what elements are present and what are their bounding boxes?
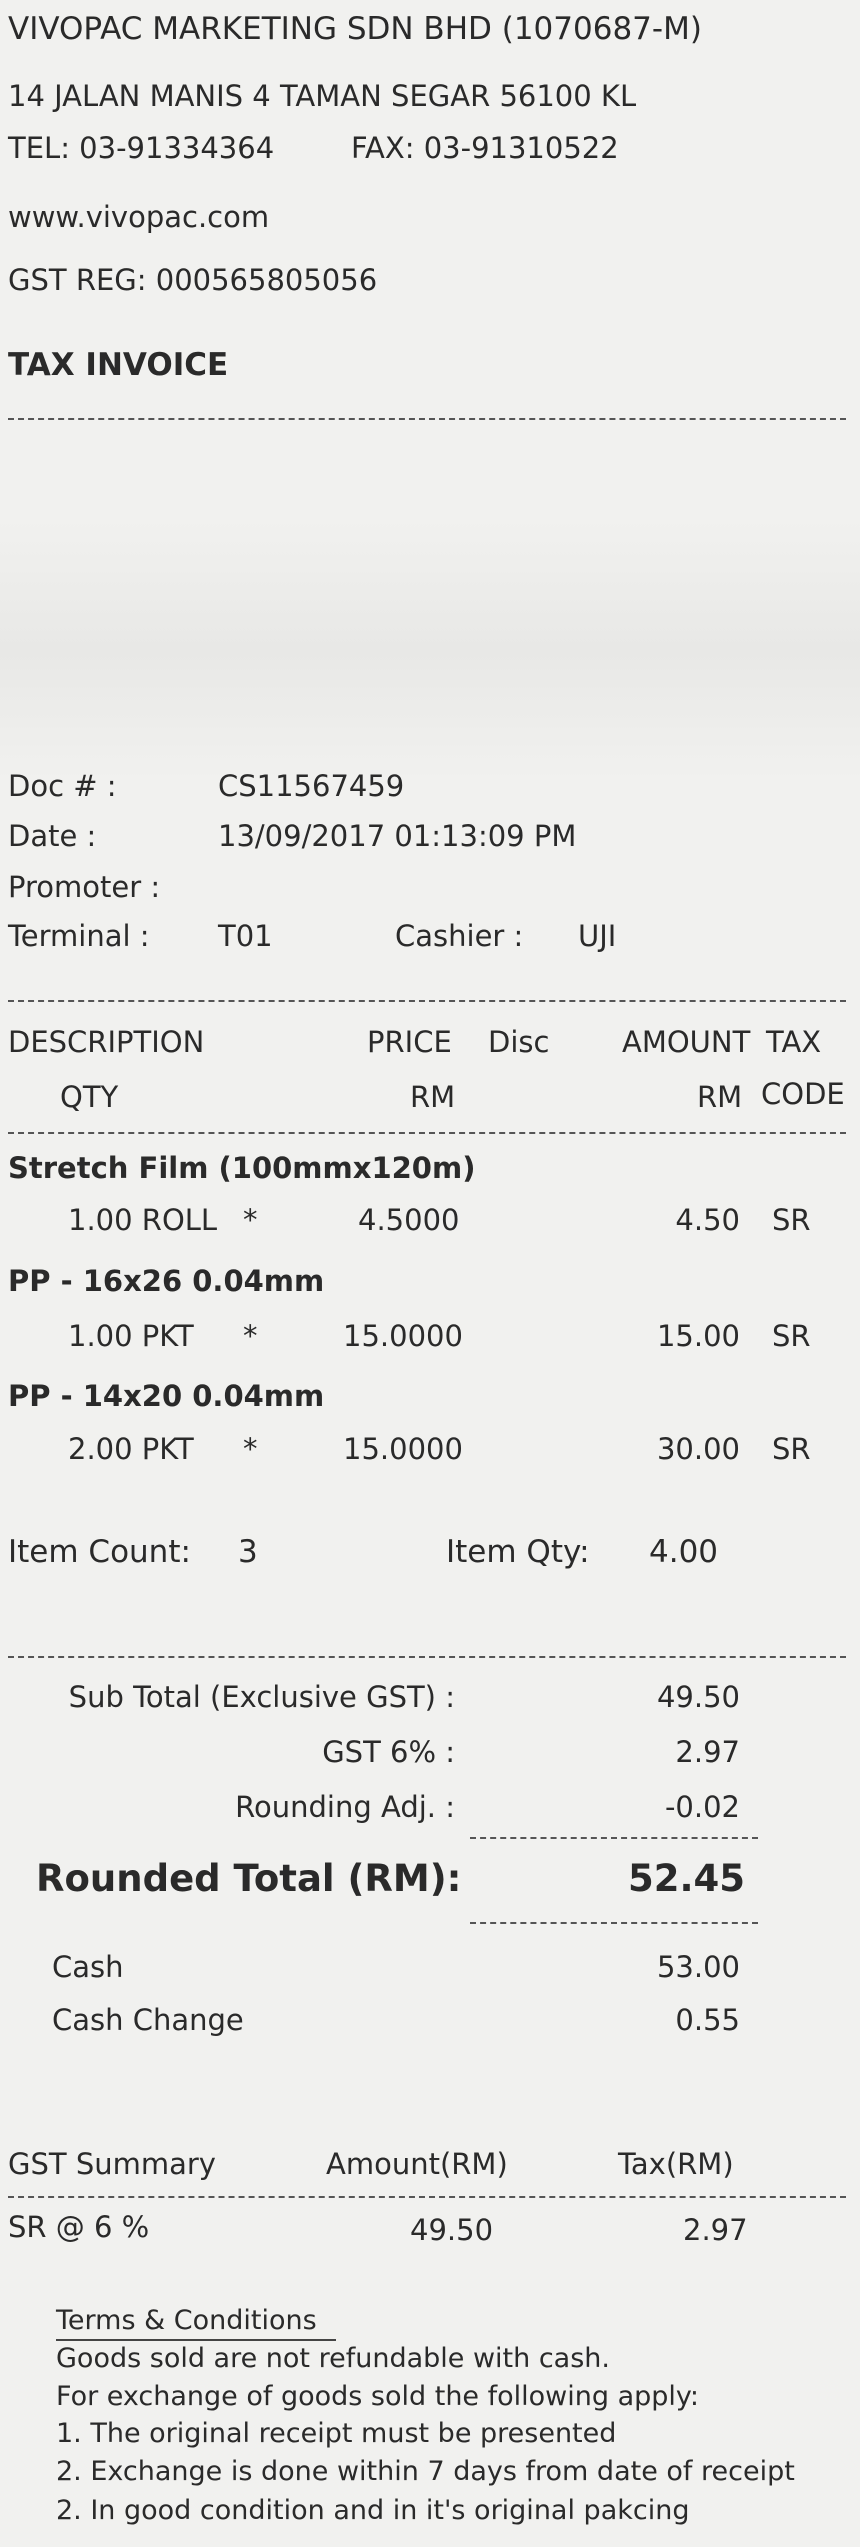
doc-number-value: CS11567459 bbox=[218, 769, 405, 803]
item-price: 4.5000 bbox=[358, 1203, 460, 1237]
gst-summary-tax: 2.97 bbox=[683, 2213, 748, 2247]
col-description: DESCRIPTION bbox=[8, 1025, 205, 1059]
rounding-value: -0.02 bbox=[664, 1790, 740, 1824]
doc-number-label: Doc # : bbox=[8, 769, 117, 803]
item-amount: 15.00 bbox=[656, 1319, 740, 1353]
item-tax-code: SR bbox=[772, 1203, 811, 1237]
item-tax-code: SR bbox=[772, 1432, 811, 1466]
divider bbox=[8, 2196, 846, 2198]
company-name: VIVOPAC MARKETING SDN BHD (1070687-M) bbox=[8, 11, 702, 47]
terms-line: 2. Exchange is done within 7 days from date of receipt bbox=[56, 2456, 795, 2487]
cashier-value: UJI bbox=[578, 919, 617, 953]
item-count-label: Item Count: bbox=[8, 1534, 191, 1570]
item-qty: 1.00 ROLL bbox=[68, 1203, 218, 1237]
company-address: 14 JALAN MANIS 4 TAMAN SEGAR 56100 KL bbox=[8, 79, 637, 113]
item-qty: 2.00 PKT bbox=[68, 1432, 194, 1466]
col-tax-code: CODE bbox=[761, 1077, 845, 1111]
item-count-value: 3 bbox=[238, 1534, 258, 1570]
item-name: PP - 14x20 0.04mm bbox=[8, 1379, 325, 1413]
terms-underline bbox=[56, 2339, 336, 2341]
divider bbox=[8, 1656, 846, 1658]
document-title: TAX INVOICE bbox=[8, 347, 229, 383]
terms-line: For exchange of goods sold the following apply: bbox=[56, 2381, 700, 2412]
terms-title: Terms & Conditions bbox=[56, 2305, 317, 2336]
col-qty: QTY bbox=[60, 1080, 119, 1114]
promoter-label: Promoter : bbox=[8, 870, 161, 904]
terms-line: 2. In good condition and in it's original pakcing bbox=[56, 2495, 690, 2526]
item-qty: 1.00 PKT bbox=[68, 1319, 194, 1353]
gst-summary-amount: 49.50 bbox=[410, 2213, 494, 2247]
cash-change-value: 0.55 bbox=[675, 2003, 740, 2037]
terminal-label: Terminal : bbox=[8, 919, 150, 953]
item-name: Stretch Film (100mmx120m) bbox=[8, 1151, 476, 1185]
cash-change-label: Cash Change bbox=[52, 2003, 244, 2037]
col-price: PRICE bbox=[367, 1025, 452, 1059]
terms-line: 1. The original receipt must be presented bbox=[56, 2418, 617, 2449]
company-fax: FAX: 03-91310522 bbox=[351, 131, 619, 165]
subtotal-label: Sub Total (Exclusive GST) : bbox=[68, 1680, 455, 1714]
item-multiplier: * bbox=[243, 1432, 258, 1466]
company-website: www.vivopac.com bbox=[8, 200, 270, 234]
cashier-label: Cashier : bbox=[395, 919, 524, 953]
cash-label: Cash bbox=[52, 1950, 124, 1984]
rounded-total-value: 52.45 bbox=[627, 1857, 745, 1900]
divider bbox=[470, 1837, 758, 1839]
subtotal-value: 49.50 bbox=[656, 1680, 740, 1714]
gst-label: GST 6% : bbox=[322, 1735, 455, 1769]
col-amount: AMOUNT bbox=[622, 1025, 751, 1059]
item-price: 15.0000 bbox=[343, 1319, 463, 1353]
item-name: PP - 16x26 0.04mm bbox=[8, 1264, 325, 1298]
terms-line: Goods sold are not refundable with cash. bbox=[56, 2343, 610, 2374]
date-label: Date : bbox=[8, 819, 97, 853]
item-multiplier: * bbox=[243, 1203, 258, 1237]
date-value: 13/09/2017 01:13:09 PM bbox=[218, 819, 577, 853]
rounded-total-label: Rounded Total (RM): bbox=[36, 1857, 462, 1900]
gst-summary-label: GST Summary bbox=[8, 2147, 216, 2181]
divider bbox=[470, 1922, 758, 1924]
item-amount: 30.00 bbox=[656, 1432, 740, 1466]
gst-summary-tax-header: Tax(RM) bbox=[618, 2147, 734, 2181]
col-tax: TAX bbox=[766, 1025, 822, 1059]
col-price-unit: RM bbox=[410, 1080, 456, 1114]
divider bbox=[8, 1000, 846, 1002]
gst-summary-amount-header: Amount(RM) bbox=[326, 2147, 508, 2181]
terminal-value: T01 bbox=[218, 919, 273, 953]
item-qty-value: 4.00 bbox=[649, 1534, 719, 1570]
gst-summary-rate: SR @ 6 % bbox=[8, 2210, 150, 2244]
divider bbox=[8, 1132, 846, 1134]
paper-fold-shading bbox=[0, 520, 860, 780]
cash-value: 53.00 bbox=[656, 1950, 740, 1984]
divider bbox=[8, 418, 846, 420]
company-tel: TEL: 03-91334364 bbox=[8, 131, 275, 165]
item-qty-label: Item Qty: bbox=[446, 1534, 590, 1570]
col-amount-unit: RM bbox=[697, 1080, 743, 1114]
item-amount: 4.50 bbox=[675, 1203, 740, 1237]
item-price: 15.0000 bbox=[343, 1432, 463, 1466]
gst-value: 2.97 bbox=[675, 1735, 740, 1769]
item-tax-code: SR bbox=[772, 1319, 811, 1353]
col-disc: Disc bbox=[488, 1025, 550, 1059]
item-multiplier: * bbox=[243, 1319, 258, 1353]
gst-registration: GST REG: 000565805056 bbox=[8, 263, 378, 297]
rounding-label: Rounding Adj. : bbox=[235, 1790, 455, 1824]
